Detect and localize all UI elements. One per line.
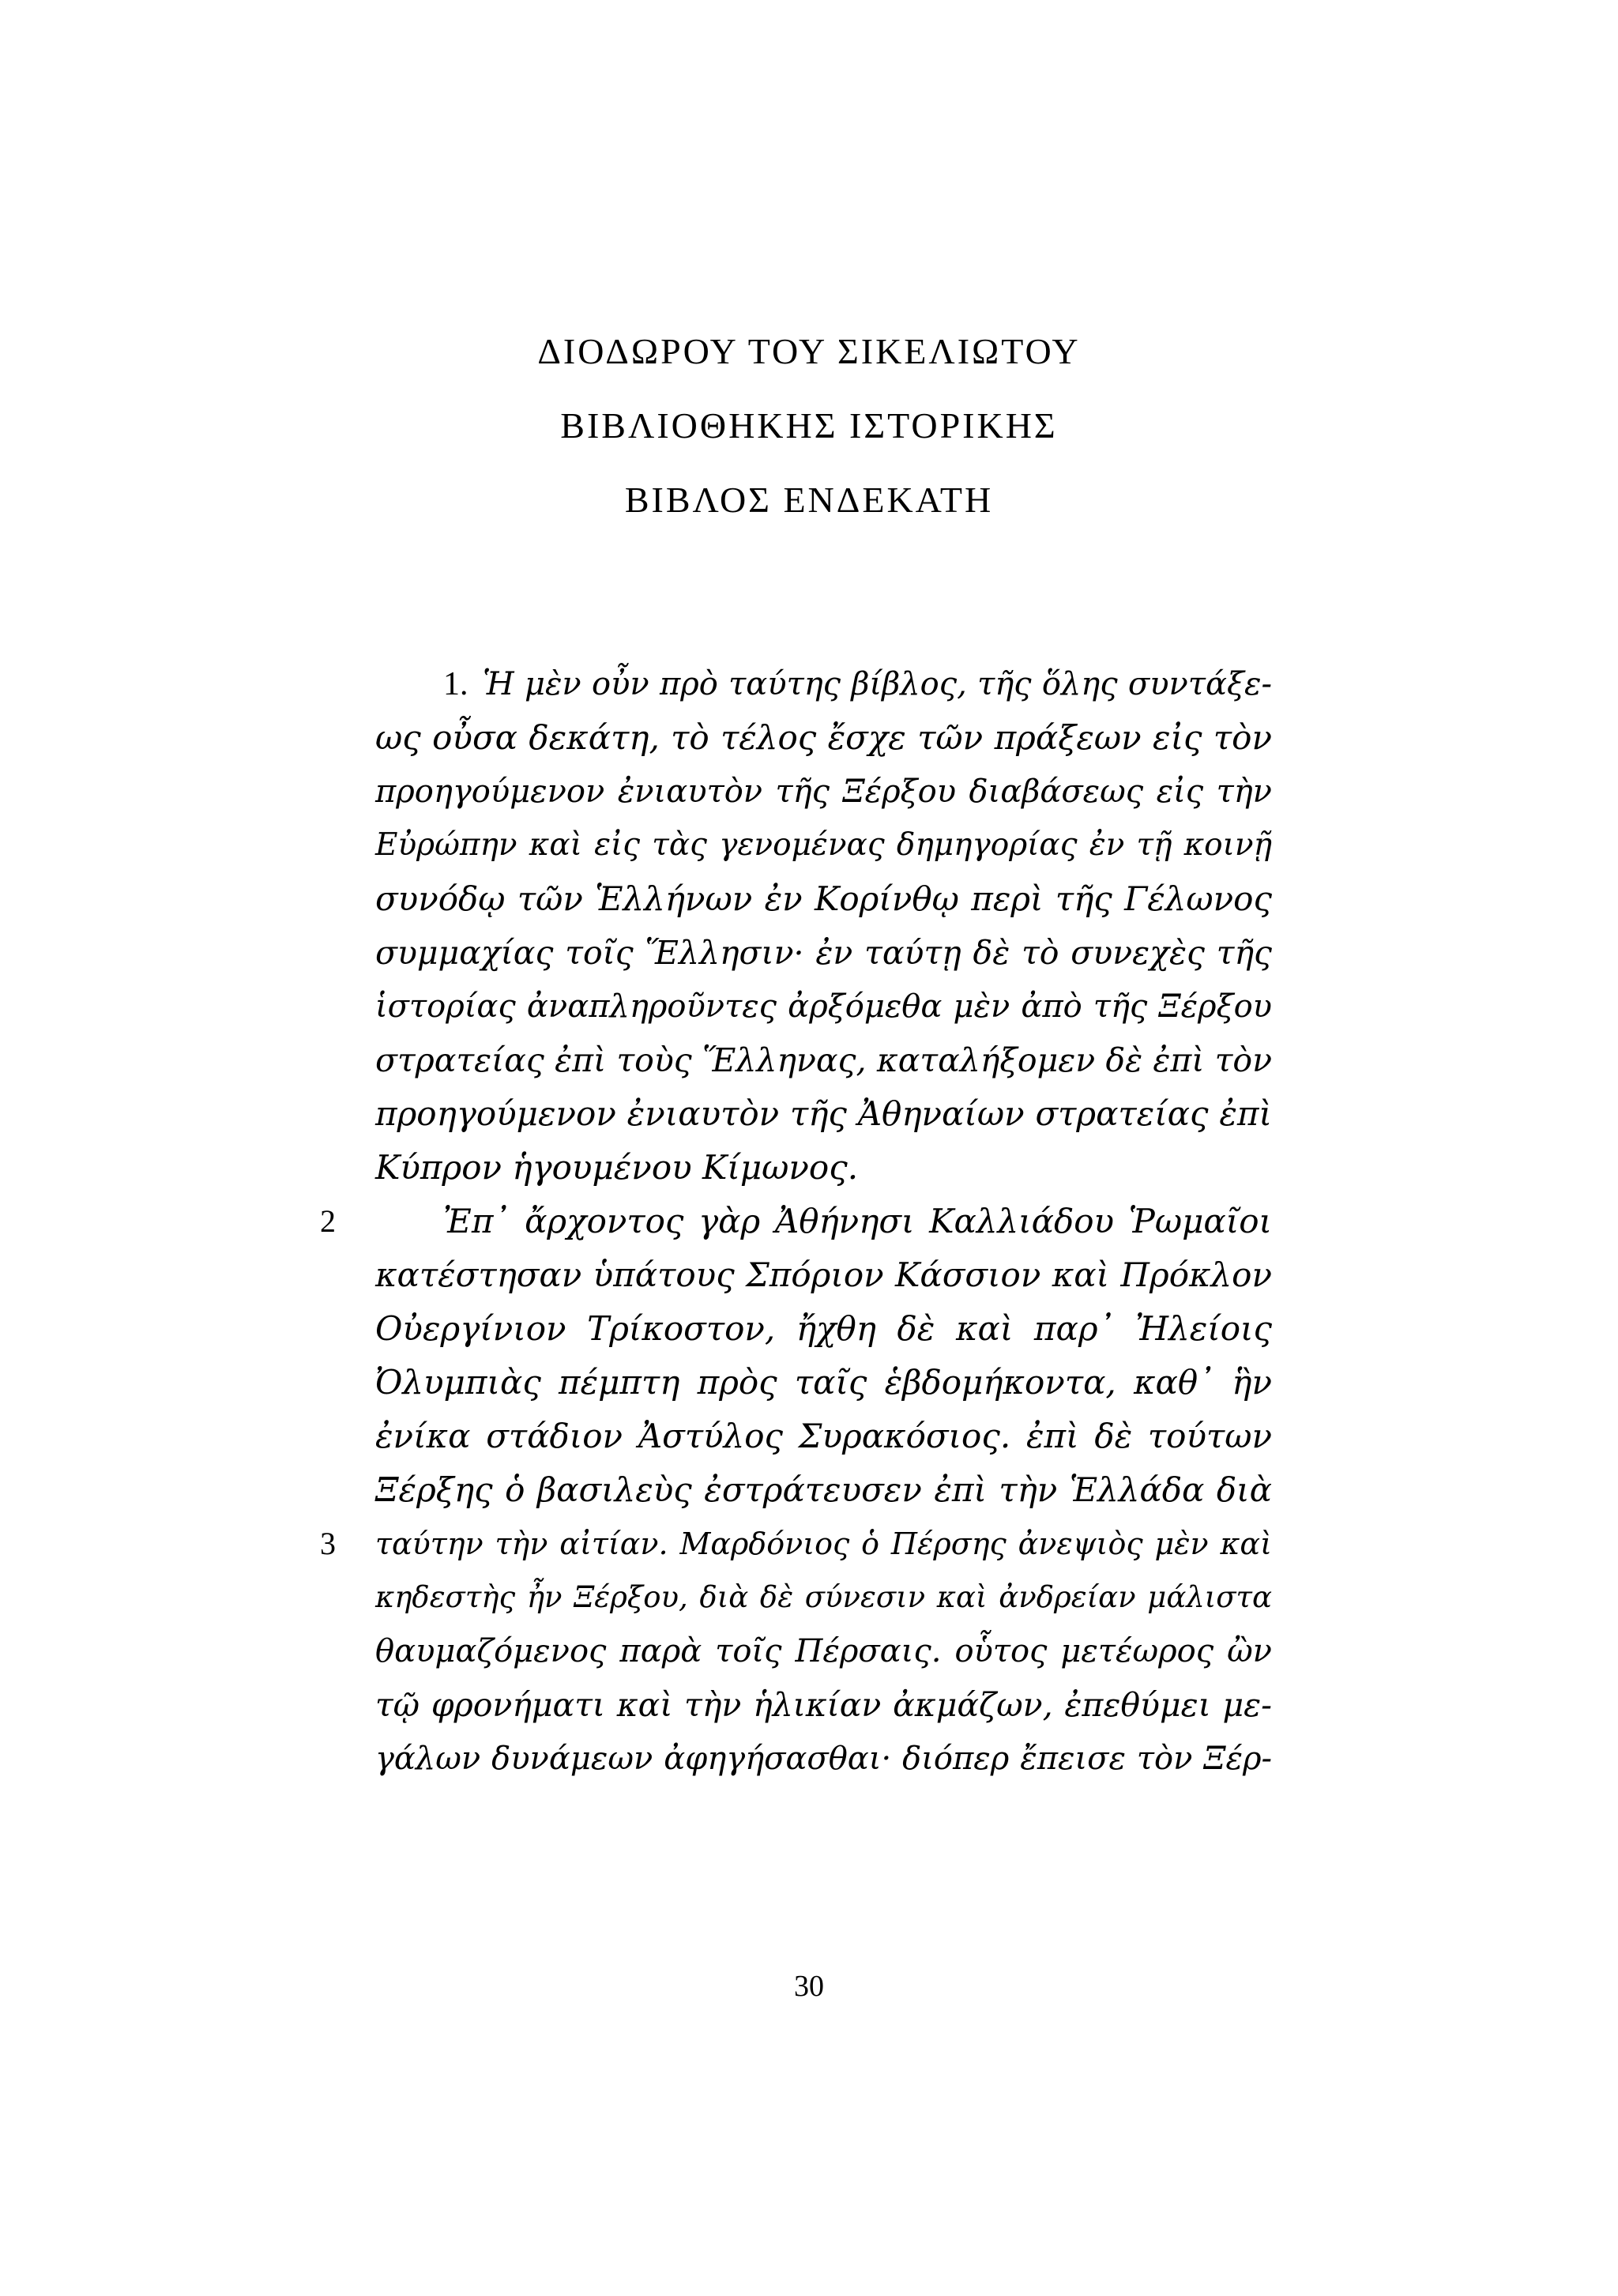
text-line: κηδεστὴς ἦν Ξέρξου, διὰ δὲ σύνεσιν καὶ ἀνδρείαν μάλιστα [375,1580,1272,1614]
text-line: Ἡ μὲν οὖν πρὸ ταύτης βίβλος, τῆς ὅλης συντάξε- [483,666,1272,702]
text-line: Ὀλυμπιὰς πέμπτη πρὸς ταῖς ἑβδομήκοντα, καθ᾿ ἣν [375,1363,1272,1402]
text-line: θαυμαζόμενος παρὰ τοῖς Πέρσαις. οὗτος μετέωρος ὢν [375,1633,1272,1669]
running-heading-book: ΒΙΒΛΟΣ ΕΝΔΕΚΑΤΗ [624,480,994,520]
margin-section-number-2: 2 [320,1203,336,1239]
text-line: γάλων δυνάμεων ἀφηγήσασθαι· διόπερ ἔπεισε τὸν Ξέρ- [375,1741,1272,1777]
text-line: ἐνίκα στάδιον Ἀστύλος Συρακόσιος. ἐπὶ δὲ τούτων [375,1417,1272,1455]
text-line: Ξέρξης ὁ βασιλεὺς ἐστράτευσεν ἐπὶ τὴν Ἑλλάδα διὰ [375,1470,1272,1509]
text-line: συνόδῳ τῶν Ἑλλήνων ἐν Κορίνθῳ περὶ τῆς Γέλωνος [375,879,1272,918]
section-number-1: 1. [443,666,468,702]
text-line: ἱστορίας ἀναπληροῦντες ἀρξόμεθα μὲν ἀπὸ τῆς Ξέρξου [375,988,1272,1025]
text-line: Ἐπ᾿ ἄρχοντος γὰρ Ἀθήνησι Καλλιάδου Ῥωμαῖοι [443,1202,1272,1240]
text-line: ταύτην τὴν αἰτίαν. Μαρδόνιος ὁ Πέρσης ἀνεψιὸς μὲν καὶ [375,1526,1272,1561]
text-line: προηγούμενον ἐνιαυτὸν τῆς Ἀθηναίων στρατείας ἐπὶ [375,1094,1272,1133]
margin-section-number-3: 3 [320,1526,336,1561]
page-number: 30 [794,1970,824,2003]
text-line: στρατείας ἐπὶ τοὺς Ἕλληνας, καταλήξομεν δὲ ἐπὶ τὸν [375,1041,1272,1079]
text-line: προηγούμενον ἐνιαυτὸν τῆς Ξέρξου διαβάσεως εἰς τὴν [375,773,1272,810]
running-heading-work: ΒΙΒΛΙΟΘΗΚΗΣ ΙΣΤΟΡΙΚΗΣ [560,405,1058,446]
text-line: Εὐρώπην καὶ εἰς τὰς γενομένας δημηγορίας ἐν τῇ κοινῇ [375,827,1272,863]
text-line: κατέστησαν ὑπάτους Σπόριον Κάσσιον καὶ Πρόκλον [375,1255,1272,1294]
text-line: ως οὖσα δεκάτη, τὸ τέλος ἔσχε τῶν πράξεων εἰς τὸν [375,718,1272,757]
text-line: Κύπρον ἡγουμένου Κίμωνος. [375,1148,859,1187]
text-line: συμμαχίας τοῖς Ἕλλησιν· ἐν ταύτῃ δὲ τὸ συνεχὲς τῆς [375,934,1272,972]
running-heading-author: ΔΙΟΔΩΡΟΥ ΤΟΥ ΣΙΚΕΛΙΩΤΟΥ [537,331,1081,371]
text-line: Οὐεργίνιον Τρίκοστον, ἤχθη δὲ καὶ παρ᾿ Ἠλείοις [375,1309,1272,1348]
text-line: τῷ φρονήματι καὶ τὴν ἡλικίαν ἀκμάζων, ἐπεθύμει με- [375,1686,1272,1724]
